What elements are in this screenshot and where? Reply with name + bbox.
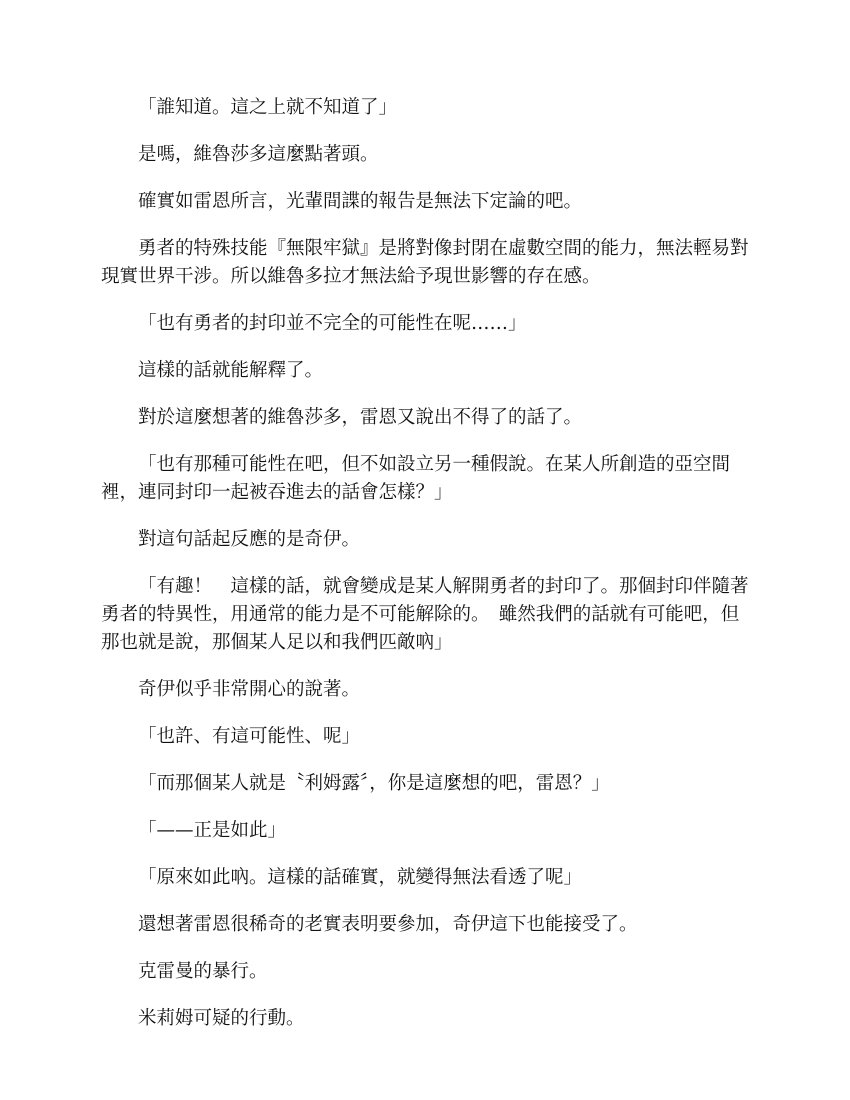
paragraph-8: 「也有那種可能性在吧，但不如設立另一種假說。在某人所創造的亞空間裡，連同封印一起被吞進去的話會怎樣？」	[101, 454, 731, 503]
paragraph-2: 是嗎，維魯莎多這麼點著頭。	[138, 144, 379, 165]
paragraph-13: 「而那個某人就是〝利姆露〞，你是這麼想的吧，雷恩？」	[138, 773, 610, 794]
paragraph-16: 還想著雷恩很稀奇的老實表明要參加，奇伊這下也能接受了。	[138, 914, 638, 935]
text-body	[101, 94, 751, 1052]
paragraph-17: 克雷曼的暴行。	[138, 961, 268, 982]
paragraph-3: 確實如雷恩所言，光輩間諜的報告是無法下定論的吧。	[138, 191, 583, 212]
paragraph-6: 這樣的話就能解釋了。	[138, 360, 324, 381]
paragraph-18: 米莉姆可疑的行動。	[138, 1008, 305, 1029]
paragraph-4: 勇者的特殊技能『無限牢獄』是將對像封閉在虛數空間的能力，無法輕易對現實世界干涉。所以維魯多拉才無法給予現世影響的存在感。	[101, 238, 749, 287]
paragraph-7: 對於這麼想著的維魯莎多，雷恩又說出不得了的話了。	[138, 407, 583, 428]
paragraph-9: 對這句話起反應的是奇伊。	[138, 529, 361, 550]
paragraph-11: 奇伊似乎非常開心的說著。	[138, 679, 361, 700]
paragraph-10: 「有趣！ 這樣的話，就會變成是某人解開勇者的封印了。那個封印伴隨著勇者的特異性，用通常的能力是不可能解除的。 雖然我們的話就有可能吧，但那也就是說，那個某人足以和我們匹敵吶」	[101, 576, 749, 653]
paragraph-1: 「誰知道。這之上就不知道了」	[138, 97, 398, 118]
paragraph-5: 「也有勇者的封印並不完全的可能性在呢……」	[138, 313, 527, 334]
paragraph-12: 「也許、有這可能性、呢」	[138, 726, 361, 747]
paragraph-15: 「原來如此吶。這樣的話確實，就變得無法看透了呢」	[138, 867, 583, 888]
paragraph-14: 「——正是如此」	[138, 820, 287, 841]
